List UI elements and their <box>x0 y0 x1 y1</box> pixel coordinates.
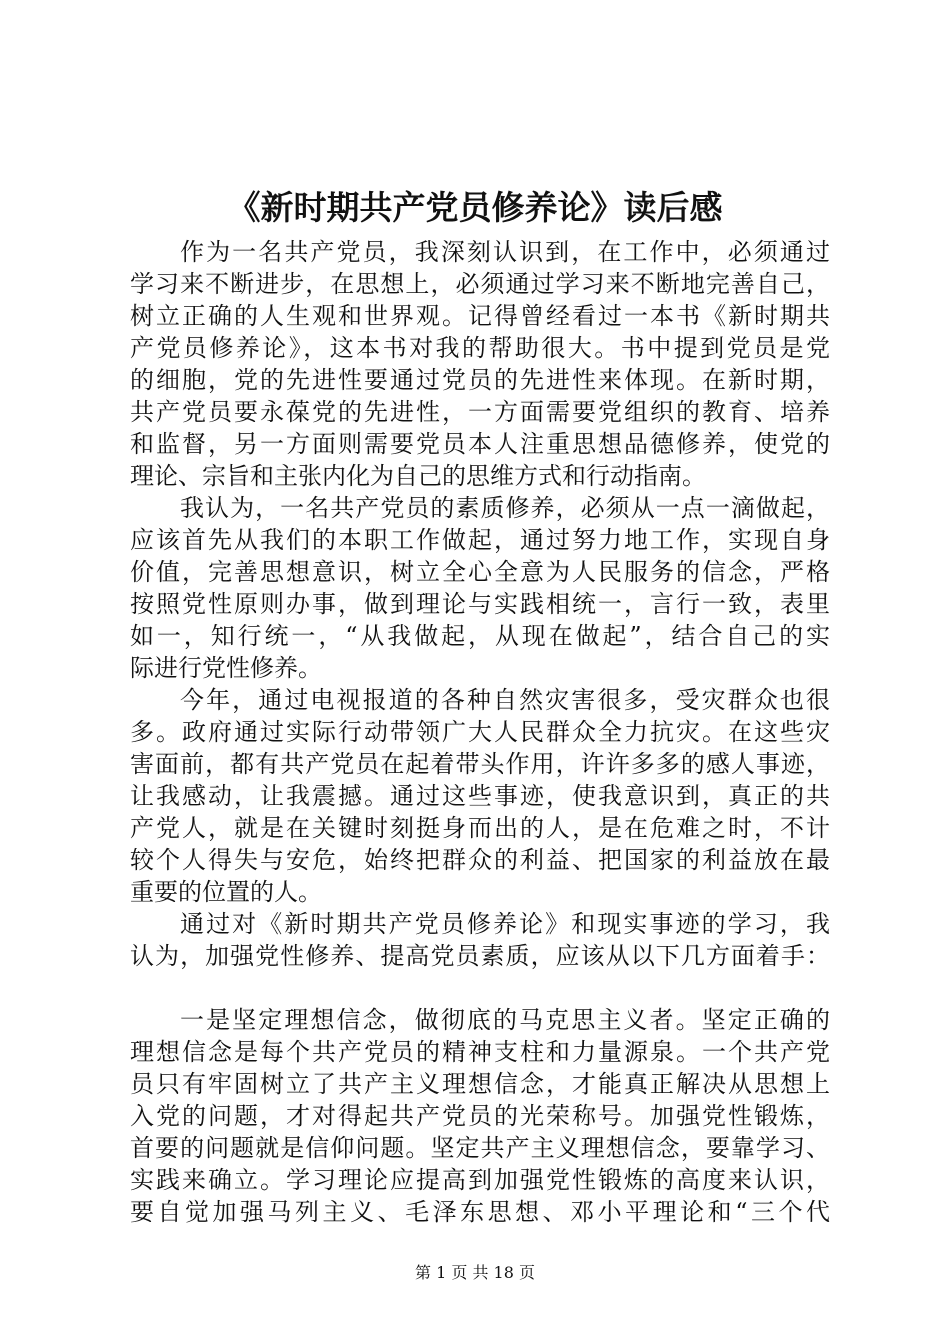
paragraph-line: 我认为，一名共产党员的素质修养，必须从一点一滴做起， <box>180 494 830 522</box>
paragraph-line: 际进行党性修养。 <box>130 654 322 682</box>
paragraph-line: 认为，加强党性修养、提高党员素质，应该从以下几方面着手： <box>130 942 830 970</box>
paragraph-line: 价值，完善思想意识，树立全心全意为人民服务的信念，严格 <box>130 558 830 586</box>
paragraph-line: 作为一名共产党员，我深刻认识到，在工作中，必须通过 <box>180 238 830 266</box>
paragraph-line: 今年，通过电视报道的各种自然灾害很多，受灾群众也很 <box>180 686 830 714</box>
paragraph-line: 要自觉加强马列主义、毛泽东思想、邓小平理论和“三个代 <box>130 1198 830 1226</box>
paragraph-line: 的细胞，党的先进性要通过党员的先进性来体现。在新时期， <box>130 366 830 394</box>
paragraph-line: 理论、宗旨和主张内化为自己的思维方式和行动指南。 <box>130 462 706 490</box>
paragraph-line: 应该首先从我们的本职工作做起，通过努力地工作，实现自身 <box>130 526 830 554</box>
paragraph-line: 重要的位置的人。 <box>130 878 322 906</box>
paragraph-line: 实践来确立。学习理论应提高到加强党性锻炼的高度来认识， <box>130 1166 830 1194</box>
paragraph-line: 首要的问题就是信仰问题。坚定共产主义理想信念，要靠学习、 <box>130 1134 830 1162</box>
blank-line <box>130 972 830 1004</box>
paragraph-line: 共产党员要永葆党的先进性，一方面需要党组织的教育、培养 <box>130 398 830 426</box>
paragraph-line: 产党员修养论》，这本书对我的帮助很大。书中提到党员是党 <box>130 334 830 362</box>
paragraph-line: 如一，知行统一，“从我做起，从现在做起”，结合自己的实 <box>130 622 830 650</box>
paragraph-line: 通过对《新时期共产党员修养论》和现实事迹的学习，我 <box>180 910 830 938</box>
paragraph-line: 入党的问题，才对得起共产党员的光荣称号。加强党性锻炼， <box>130 1102 830 1130</box>
paragraph-line: 学习来不断进步，在思想上，必须通过学习来不断地完善自己， <box>130 270 830 298</box>
paragraph-line: 较个人得失与安危，始终把群众的利益、把国家的利益放在最 <box>130 846 830 874</box>
paragraph-line: 害面前，都有共产党员在起着带头作用，许许多多的感人事迹， <box>130 750 830 778</box>
paragraph-line: 让我感动，让我震撼。通过这些事迹，使我意识到，真正的共 <box>130 782 830 810</box>
paragraph-line: 员只有牢固树立了共产主义理想信念，才能真正解决从思想上 <box>130 1070 830 1098</box>
paragraph-line: 和监督，另一方面则需要党员本人注重思想品德修养，使党的 <box>130 430 830 458</box>
page-number-footer: 第 1 页 共 18 页 <box>415 1263 535 1282</box>
paragraph-line: 按照党性原则办事，做到理论与实践相统一，言行一致，表里 <box>130 590 830 618</box>
document-title: 《新时期共产党员修养论》读后感 <box>227 188 723 227</box>
document-body <box>130 236 830 1228</box>
paragraph-line: 一是坚定理想信念，做彻底的马克思主义者。坚定正确的 <box>180 1006 830 1034</box>
paragraph-line: 树立正确的人生观和世界观。记得曾经看过一本书《新时期共 <box>130 302 830 330</box>
paragraph-line: 产党人，就是在关键时刻挺身而出的人，是在危难之时，不计 <box>130 814 830 842</box>
paragraph-line: 多。政府通过实际行动带领广大人民群众全力抗灾。在这些灾 <box>130 718 830 746</box>
paragraph-line: 理想信念是每个共产党员的精神支柱和力量源泉。一个共产党 <box>130 1038 830 1066</box>
